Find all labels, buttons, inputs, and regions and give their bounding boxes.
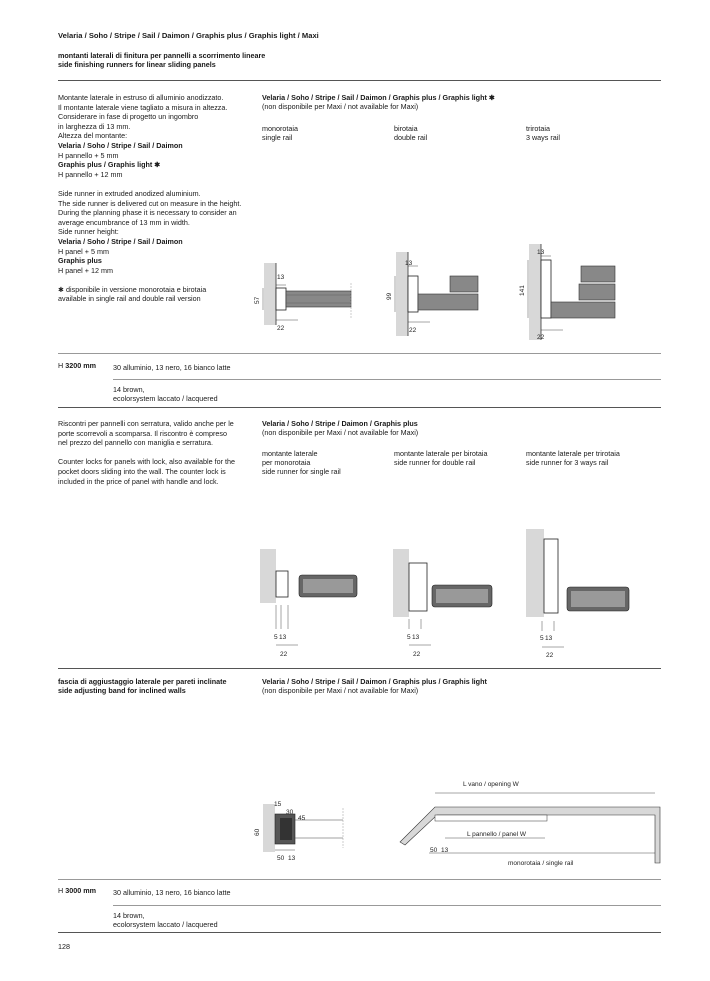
band-dim-15: 15: [274, 801, 282, 808]
double-rail-section-drawing: [382, 248, 492, 340]
adjusting-band-section-drawing: [248, 798, 348, 866]
section2-col1-line3: side runner for single rail: [262, 467, 341, 476]
adjusting-band-plan-drawing: [395, 775, 665, 875]
double-dim-top: 13: [405, 260, 413, 267]
section2-col1-line1: montante laterale: [262, 449, 318, 458]
spec2-height: H 3000 mm: [58, 886, 96, 895]
section3-divider: [58, 879, 661, 880]
counter-lock-double-drawing: [388, 545, 498, 660]
band-dim-50: 50: [277, 855, 285, 862]
section2-heading: Velaria / Soho / Stripe / Daimon / Graphis plus: [262, 419, 418, 428]
section1-desc-line: average encumbrance of 13 mm in width.: [58, 217, 190, 227]
plan-dim-13: 13: [441, 847, 449, 854]
section2-description: [58, 419, 258, 486]
single-dim-top: 13: [277, 274, 285, 281]
section1-desc-line: H pannello + 5 mm: [58, 150, 119, 160]
counter-lock-triple-drawing: [521, 525, 631, 660]
section2-col1-line2: per monorotaia: [262, 458, 311, 467]
section2-desc-line: [58, 448, 258, 458]
plan-dim-50: 50: [430, 847, 438, 854]
section1-desc-line: Considerare in fase di progetto un ingombro: [58, 112, 199, 122]
spec2-divider: [113, 905, 661, 906]
spec1-divider: [113, 379, 661, 380]
plan-rail-label: monorotaia / single rail: [508, 860, 574, 867]
section3-title-italian: fascia di aggiustaggio laterale per pareti inclinate: [58, 677, 227, 686]
section2-desc-line: included in the price of panel with handle and lock.: [58, 476, 219, 486]
section2-col2-line1: montante laterale per birotaia: [394, 449, 488, 458]
section1-desc-line: ✱ disponibile in versione monorotaia e birotaia: [58, 284, 207, 294]
spec2-finish-lacquered: ecolorsystem laccato / lacquered: [113, 920, 218, 929]
section1-desc-line: Side runner in extruded anodized aluminium.: [58, 188, 201, 198]
spec2-bottom-divider: [58, 932, 661, 933]
section1-desc-line: Graphis plus: [58, 256, 102, 266]
triple-dim-top: 13: [537, 249, 545, 256]
spec2-finish-brown: 14 brown,: [113, 911, 145, 920]
band-dim-13: 13: [288, 855, 296, 862]
column-double-it: birotaia: [394, 124, 418, 133]
column-triple-it: trirotaia: [526, 124, 550, 133]
section3-heading: Velaria / Soho / Stripe / Sail / Daimon / Graphis plus / Graphis light: [262, 677, 487, 686]
section1-desc-line: available in single rail and double rail version: [58, 294, 201, 304]
section1-divider: [58, 353, 661, 354]
section2-desc-line: Riscontri per pannelli con serratura, valido anche per le: [58, 419, 234, 428]
spec1-finish-lacquered: ecolorsystem laccato / lacquered: [113, 394, 218, 403]
section1-description: [58, 93, 258, 304]
section1-desc-line: The side runner is delivered cut on measure in the height.: [58, 198, 242, 208]
section2-col3-line1: montante laterale per trirotaia: [526, 449, 620, 458]
column-single-en: single rail: [262, 133, 293, 142]
section1-desc-line: in larghezza di 13 mm.: [58, 121, 131, 131]
section1-desc-line: H panel + 12 mm: [58, 265, 113, 275]
section1-desc-line: H pannello + 12 mm: [58, 169, 123, 179]
counter-lock-single-drawing: [255, 545, 365, 660]
counter-double-dim-c: 22: [413, 651, 421, 658]
section2-desc-line: nel prezzo del pannello con maniglia e serratura.: [58, 438, 214, 448]
section2-divider: [58, 668, 661, 669]
section3-heading-note: (non disponibile per Maxi / not available for Maxi): [262, 686, 419, 695]
column-triple-en: 3 ways rail: [526, 133, 560, 142]
counter-single-dim-b: 13: [279, 634, 287, 641]
section2-desc-line: pocket doors sliding into the wall. The counter lock is: [58, 466, 226, 476]
section1-desc-line: [58, 275, 258, 285]
section1-heading: Velaria / Soho / Stripe / Sail / Daimon / Graphis plus / Graphis light ✱: [262, 93, 495, 102]
section2-col2-line2: side runner for double rail: [394, 458, 476, 467]
subtitle-italian: montanti laterali di finitura per pannelli a scorrimento lineare: [58, 51, 266, 60]
counter-double-dim-a: 5: [407, 634, 411, 641]
column-double-en: double rail: [394, 133, 428, 142]
plan-opening-label: L vano / opening W: [463, 781, 519, 788]
single-rail-section-drawing: [250, 258, 360, 340]
header-divider: [58, 80, 661, 81]
section1-desc-line: Side runner height:: [58, 227, 119, 237]
section1-desc-line: Altezza del montante:: [58, 131, 128, 141]
single-dim-side: 57: [254, 296, 261, 304]
spec2-finish-standard: 30 alluminio, 13 nero, 16 bianco latte: [113, 888, 231, 897]
section2-desc-line: Counter locks for panels with lock, also available for the: [58, 457, 235, 467]
plan-panel-label: L pannello / panel W: [467, 831, 527, 838]
counter-single-dim-c: 22: [280, 651, 288, 658]
spec1-finish-standard: 30 alluminio, 13 nero, 16 bianco latte: [113, 363, 231, 372]
counter-double-dim-b: 13: [412, 634, 420, 641]
section2-heading-note: (non disponibile per Maxi / not available for Maxi): [262, 428, 419, 437]
triple-dim-bottom: 22: [537, 334, 545, 341]
section3-title-english: side adjusting band for inclined walls: [58, 686, 186, 695]
counter-triple-dim-b: 13: [545, 635, 553, 642]
section1-desc-line: Montante laterale in estruso di alluminio anodizzato.: [58, 93, 224, 102]
band-dim-30: 30: [286, 809, 294, 816]
section1-desc-line: Graphis plus / Graphis light ✱: [58, 160, 161, 170]
section1-heading-note: (non disponibile per Maxi / not available for Maxi): [262, 102, 419, 111]
triple-rail-section-drawing: [515, 240, 625, 342]
page-title: Velaria / Soho / Stripe / Sail / Daimon / Graphis plus / Graphis light / Maxi: [58, 31, 319, 40]
section1-desc-line: [58, 179, 258, 189]
section1-desc-line: H panel + 5 mm: [58, 246, 109, 256]
counter-triple-dim-c: 22: [546, 652, 554, 659]
section1-desc-line: During the planning phase it is necessary to consider an: [58, 208, 237, 218]
spec1-bottom-divider: [58, 407, 661, 408]
column-single-it: monorotaia: [262, 124, 298, 133]
section1-desc-line: Il montante laterale viene tagliato a misura in altezza.: [58, 102, 228, 112]
section1-desc-line: Velaria / Soho / Stripe / Sail / Daimon: [58, 236, 183, 246]
page-number: 128: [58, 942, 70, 951]
counter-triple-dim-a: 5: [540, 635, 544, 642]
triple-dim-side: 141: [519, 285, 526, 296]
counter-single-dim-a: 5: [274, 634, 278, 641]
band-dim-60: 60: [254, 828, 261, 836]
spec1-finish-brown: 14 brown,: [113, 385, 145, 394]
section2-desc-line: porte scorrevoli a scomparsa. Il riscontro è compreso: [58, 428, 227, 438]
subtitle-english: side finishing runners for linear sliding panels: [58, 60, 216, 69]
spec1-height: H 3200 mm: [58, 361, 96, 370]
single-dim-bottom: 22: [277, 325, 285, 332]
double-dim-bottom: 22: [409, 327, 417, 334]
section2-col3-line2: side runner for 3 ways rail: [526, 458, 609, 467]
section1-desc-line: Velaria / Soho / Stripe / Sail / Daimon: [58, 140, 183, 150]
band-dim-45: 45: [298, 815, 306, 822]
double-dim-side: 99: [386, 292, 393, 300]
